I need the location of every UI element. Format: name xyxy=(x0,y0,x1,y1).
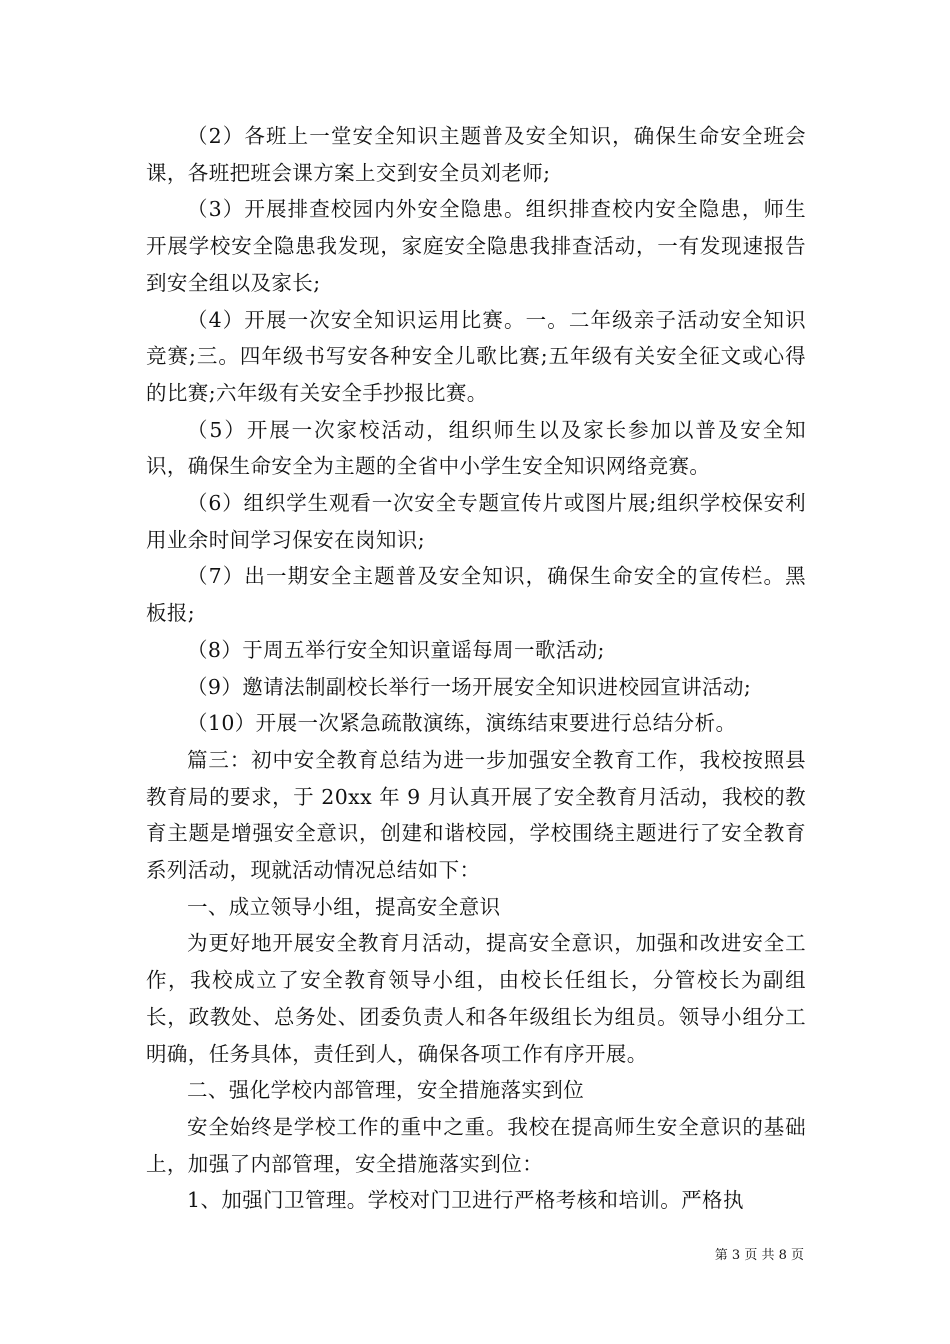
paragraph-item-6: （6）组织学生观看一次安全专题宣传片或图片展;组织学校保安利用业余时间学习保安在岗知识; xyxy=(146,491,806,552)
section-heading-2: 二、强化学校内部管理，安全措施落实到位 xyxy=(187,1078,585,1103)
list-item-gate-management: 1、加强门卫管理。学校对门卫进行严格考核和培训。严格执 xyxy=(187,1188,744,1213)
paragraph-item-9: （9）邀请法制副校长举行一场开展安全知识进校园宣讲活动; xyxy=(187,674,752,699)
section-1-paragraph: 为更好地开展安全教育月活动，提高安全意识，加强和改进安全工作，我校成立了安全教育领导小组，由校长任组长，分管校长为副组长，政教处、总务处、团委负责人和各年级组长为组员。领导小组分工明确，任务具体，责任到人，确保各项工作有序开展。 xyxy=(146,931,806,1066)
section-intro-paragraph: 篇三：初中安全教育总结为进一步加强安全教育工作，我校按照县教育局的要求，于 20xx 年 9 月认真开展了安全教育月活动，我校的教育主题是增强安全意识，创建和谐校园，学校围绕主题进行了安全教育系列活动，现就活动情况总结如下： xyxy=(146,747,806,883)
paragraph-item-5: （5）开展一次家校活动，组织师生以及家长参加以普及安全知识，确保生命安全为主题的全省中小学生安全知识网络竞赛。 xyxy=(146,417,806,479)
page-number-footer: 第 3 页 共 8 页 xyxy=(714,1248,804,1263)
paragraph-item-7: （7）出一期安全主题普及安全知识，确保生命安全的宣传栏。黑板报; xyxy=(146,564,806,626)
section-2-paragraph: 安全始终是学校工作的重中之重。我校在提高师生安全意识的基础上，加强了内部管理，安全措施落实到位： xyxy=(146,1114,806,1176)
document-body xyxy=(146,118,806,1219)
section-heading-1: 一、成立领导小组，提高安全意识 xyxy=(187,894,501,919)
paragraph-item-10: （10）开展一次紧急疏散演练，演练结束要进行总结分析。 xyxy=(187,711,737,736)
paragraph-item-2: （2）各班上一堂安全知识主题普及安全知识，确保生命安全班会课，各班把班会课方案上交到安全员刘老师; xyxy=(146,124,806,185)
paragraph-item-4: （4）开展一次安全知识运用比赛。一。二年级亲子活动安全知识竞赛;三。四年级书写安各种安全儿歌比赛;五年级有关安全征文或心得的比赛;六年级有关安全手抄报比赛。 xyxy=(146,307,806,405)
paragraph-item-8: （8）于周五举行安全知识童谣每周一歌活动; xyxy=(187,637,605,662)
paragraph-item-3: （3）开展排查校园内外安全隐患。组织排查校内安全隐患，师生开展学校安全隐患我发现，家庭安全隐患我排查活动，一有发现速报告到安全组以及家长; xyxy=(146,197,806,295)
